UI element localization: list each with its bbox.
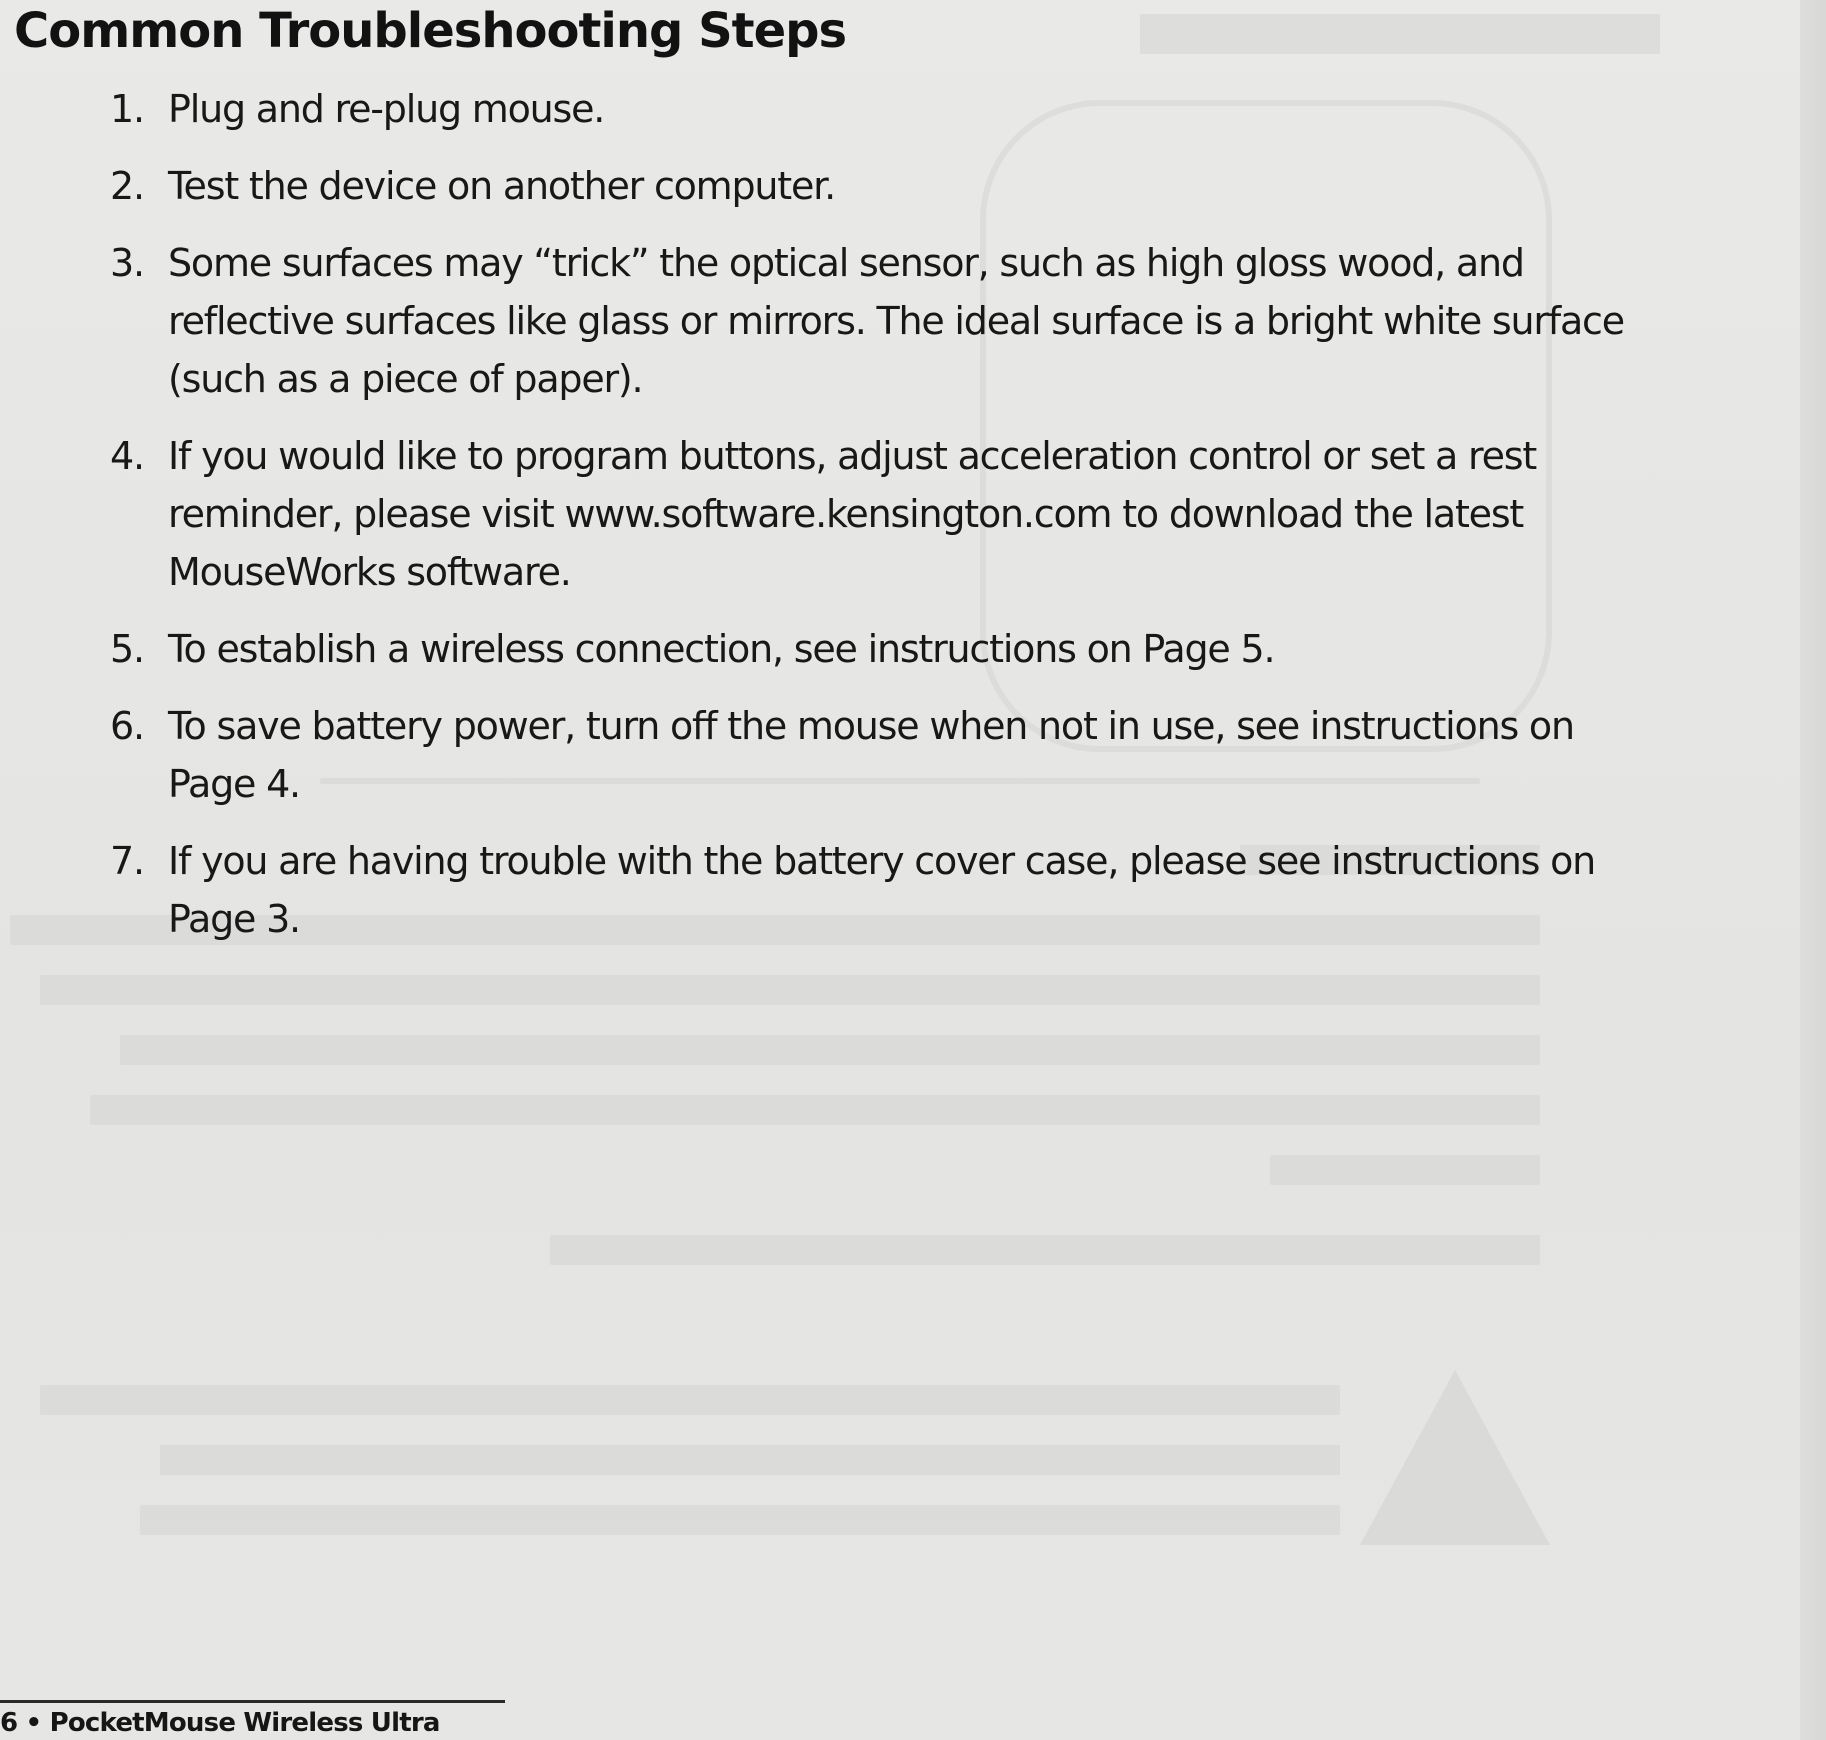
- step-text: Plug and re-plug mouse.: [168, 87, 605, 131]
- list-item: [110, 157, 1670, 215]
- bleed-through-paragraph-line: [120, 1035, 1540, 1065]
- bleed-through-paragraph-line: [90, 1095, 1540, 1125]
- step-number: 6.: [110, 704, 144, 748]
- step-text: Test the device on another computer.: [168, 164, 835, 208]
- list-item: [110, 832, 1670, 948]
- step-number: 4.: [110, 434, 144, 478]
- step-number: 5.: [110, 627, 144, 671]
- step-number: 7.: [110, 839, 144, 883]
- footer-divider: [0, 1700, 505, 1703]
- step-number: 3.: [110, 241, 144, 285]
- bleed-through-paragraph-line: [160, 1445, 1340, 1475]
- bleed-through-paragraph-line: [40, 975, 1540, 1005]
- bleed-through-warning-icon: [1360, 1370, 1550, 1545]
- step-number: 1.: [110, 87, 144, 131]
- list-item: [110, 234, 1670, 408]
- bleed-through-paragraph-line: [40, 1385, 1340, 1415]
- list-item: [110, 697, 1670, 813]
- bleed-through-paragraph-line: [550, 1235, 1540, 1265]
- step-text: To save battery power, turn off the mouse when not in use, see instructions on Page 4.: [168, 704, 1574, 806]
- step-number: 2.: [110, 164, 144, 208]
- list-item: [110, 427, 1670, 601]
- bleed-through-heading: [1140, 14, 1660, 54]
- bleed-through-paragraph-line: [1270, 1155, 1540, 1185]
- bleed-through-paragraph-line: [140, 1505, 1340, 1535]
- step-text: If you would like to program buttons, adjust acceleration control or set a rest reminder, please visit www.software.kensington.com to download the latest MouseWorks software.: [168, 434, 1537, 594]
- page-edge-shadow: [1800, 0, 1826, 1740]
- step-text: Some surfaces may “trick” the optical sensor, such as high gloss wood, and reflective surfaces like glass or mirrors. The ideal surface is a bright white surface (such as a piece of paper).: [168, 241, 1624, 401]
- step-text: If you are having trouble with the battery cover case, please see instructions on Page 3.: [168, 839, 1596, 941]
- list-item: [110, 80, 1670, 138]
- page-footer: 6 • PocketMouse Wireless Ultra: [0, 1708, 440, 1738]
- troubleshooting-steps-list: [110, 80, 1670, 967]
- page-title: Common Troubleshooting Steps: [14, 3, 847, 59]
- list-item: [110, 620, 1670, 678]
- step-text: To establish a wireless connection, see instructions on Page 5.: [168, 627, 1275, 671]
